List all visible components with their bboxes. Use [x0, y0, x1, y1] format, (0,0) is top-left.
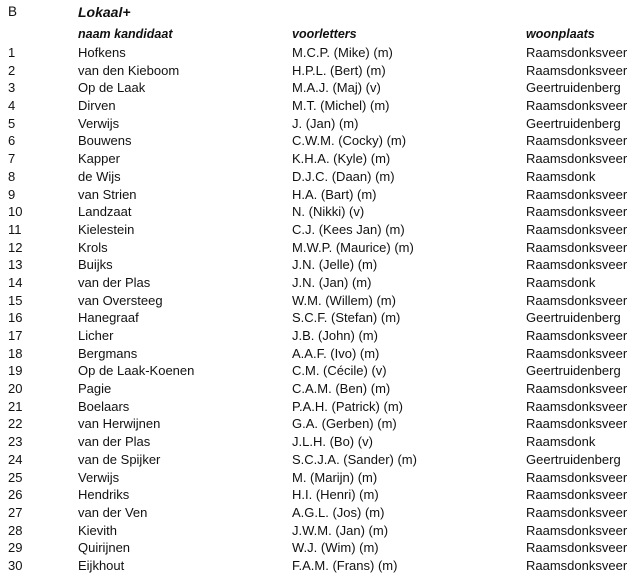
list-letter: B: [8, 4, 18, 19]
table-row: [0, 186, 644, 204]
table-row: [0, 203, 644, 221]
candidate-name: Verwijs: [78, 469, 120, 485]
candidate-initials: H.P.L. (Bert) (m): [292, 62, 386, 78]
candidate-number: 22: [8, 416, 23, 432]
table-row: [0, 309, 644, 327]
table-row: [0, 469, 644, 487]
candidate-initials: M.C.P. (Mike) (m): [292, 45, 393, 60]
candidate-number: 16: [8, 310, 23, 326]
column-header-residence: woonplaats: [526, 27, 595, 41]
candidate-residence: Raamsdonksveer: [526, 381, 628, 397]
candidate-residence: Raamsdonksveer: [526, 204, 628, 220]
table-row: [0, 274, 644, 292]
list-name: Lokaal+: [78, 4, 131, 20]
candidate-residence: Raamsdonksveer: [526, 98, 628, 114]
table-row: [0, 557, 644, 575]
table-row: [0, 327, 644, 345]
candidate-initials: P.A.H. (Patrick) (m): [292, 398, 403, 414]
table-row: [0, 433, 644, 451]
table-row: [0, 415, 644, 433]
candidate-number: 5: [8, 115, 16, 131]
candidate-number: 19: [8, 363, 23, 379]
candidate-name: Dirven: [78, 98, 116, 114]
candidate-residence: Raamsdonksveer: [526, 345, 628, 361]
candidate-name: van Herwijnen: [78, 416, 161, 432]
candidate-residence: Raamsdonksveer: [526, 151, 628, 167]
candidate-initials: H.A. (Bart) (m): [292, 186, 377, 202]
candidate-residence: Raamsdonksveer: [526, 221, 628, 237]
candidate-name: Bergmans: [78, 345, 138, 361]
candidate-residence: Raamsdonksveer: [526, 540, 628, 556]
candidate-initials: C.M. (Cécile) (v): [292, 363, 387, 379]
candidate-number: 4: [8, 98, 16, 114]
candidate-initials: W.J. (Wim) (m): [292, 540, 379, 556]
candidate-residence: Raamsdonksveer: [526, 522, 628, 538]
candidate-residence: Raamsdonk: [526, 168, 596, 184]
candidate-initials: D.J.C. (Daan) (m): [292, 168, 395, 184]
table-row: [0, 132, 644, 150]
table-row: [0, 539, 644, 557]
candidate-number: 7: [8, 151, 16, 167]
column-header-name: naam kandidaat: [78, 27, 173, 41]
candidate-name: van de Spijker: [78, 451, 161, 467]
table-row: [0, 522, 644, 540]
table-row: [0, 398, 644, 416]
candidate-residence: Geertruidenberg: [526, 363, 621, 379]
candidate-initials: M. (Marijn) (m): [292, 469, 378, 485]
candidate-name: Licher: [78, 328, 114, 343]
candidate-number: 27: [8, 504, 23, 520]
candidate-number: 26: [8, 487, 23, 503]
candidate-initials: A.G.L. (Jos) (m): [292, 504, 385, 520]
candidate-initials: J.N. (Jelle) (m): [292, 257, 378, 273]
candidate-residence: Raamsdonksveer: [526, 504, 628, 520]
table-row: [0, 44, 644, 62]
candidate-name: Op de Laak-Koenen: [78, 363, 195, 379]
table-row: [0, 362, 644, 380]
candidate-number: 2: [8, 62, 16, 78]
candidate-number: 3: [8, 80, 16, 96]
candidate-number: 21: [8, 398, 23, 414]
candidate-initials: K.H.A. (Kyle) (m): [292, 151, 391, 167]
candidate-residence: Raamsdonksveer: [526, 557, 628, 573]
candidate-number: 17: [8, 328, 23, 343]
candidate-name: van der Plas: [78, 434, 151, 450]
candidate-initials: C.J. (Kees Jan) (m): [292, 221, 405, 237]
candidate-residence: Raamsdonksveer: [526, 292, 628, 308]
candidate-name: Quirijnen: [78, 540, 131, 556]
candidate-residence: Raamsdonksveer: [526, 328, 628, 343]
candidate-name: van den Kieboom: [78, 62, 180, 78]
candidate-initials: J.W.M. (Jan) (m): [292, 522, 389, 538]
table-row: [0, 256, 644, 274]
candidate-initials: C.W.M. (Cocky) (m): [292, 133, 407, 149]
candidate-initials: M.W.P. (Maurice) (m): [292, 239, 414, 255]
candidate-residence: Raamsdonksveer: [526, 398, 628, 414]
candidate-initials: J.N. (Jan) (m): [292, 274, 372, 290]
candidate-number: 23: [8, 434, 23, 450]
candidate-residence: Geertruidenberg: [526, 115, 621, 131]
candidate-name: Boelaars: [78, 398, 130, 414]
candidate-number: 6: [8, 133, 16, 149]
candidate-name: Hendriks: [78, 487, 130, 503]
candidate-residence: Raamsdonk: [526, 434, 596, 450]
candidate-residence: Raamsdonksveer: [526, 257, 628, 273]
candidate-number: 30: [8, 557, 23, 573]
candidate-initials: M.A.J. (Maj) (v): [292, 80, 381, 96]
candidate-number: 9: [8, 186, 16, 202]
candidate-number: 18: [8, 345, 23, 361]
table-row: [0, 239, 644, 257]
candidate-name: Kielestein: [78, 221, 135, 237]
candidate-table: [0, 44, 644, 575]
table-row: [0, 168, 644, 186]
candidate-number: 24: [8, 451, 23, 467]
candidate-number: 11: [8, 221, 22, 237]
candidate-residence: Raamsdonksveer: [526, 416, 628, 432]
candidate-name: van Oversteeg: [78, 292, 163, 308]
candidate-initials: W.M. (Willem) (m): [292, 292, 396, 308]
candidate-name: van der Ven: [78, 504, 148, 520]
candidate-name: Krols: [78, 239, 108, 255]
column-header-initials: voorletters: [292, 27, 357, 41]
candidate-number: 13: [8, 257, 23, 273]
candidate-number: 10: [8, 204, 23, 220]
candidate-name: Kapper: [78, 151, 120, 167]
table-row: [0, 115, 644, 133]
candidate-residence: Geertruidenberg: [526, 80, 621, 96]
candidate-residence: Raamsdonksveer: [526, 45, 628, 60]
candidate-name: Landzaat: [78, 204, 132, 220]
candidate-initials: J.B. (John) (m): [292, 328, 378, 343]
table-row: [0, 150, 644, 168]
candidate-initials: N. (Nikki) (v): [292, 204, 365, 220]
candidate-number: 28: [8, 522, 23, 538]
candidate-name: Pagie: [78, 381, 112, 397]
candidate-name: Bouwens: [78, 133, 132, 149]
table-row: [0, 292, 644, 310]
candidate-number: 20: [8, 381, 23, 397]
table-row: [0, 486, 644, 504]
candidate-number: 25: [8, 469, 23, 485]
candidate-residence: Geertruidenberg: [526, 310, 621, 326]
table-row: [0, 97, 644, 115]
candidate-name: van Strien: [78, 186, 137, 202]
candidate-initials: S.C.J.A. (Sander) (m): [292, 451, 417, 467]
candidate-initials: J. (Jan) (m): [292, 115, 359, 131]
candidate-residence: Raamsdonksveer: [526, 62, 628, 78]
candidate-initials: F.A.M. (Frans) (m): [292, 557, 398, 573]
table-row: [0, 451, 644, 469]
candidate-name: Kievith: [78, 522, 118, 538]
candidate-number: 14: [8, 274, 23, 290]
candidate-number: 1: [8, 45, 16, 60]
candidate-residence: Geertruidenberg: [526, 451, 621, 467]
candidate-residence: Raamsdonksveer: [526, 487, 628, 503]
candidate-residence: Raamsdonksveer: [526, 239, 628, 255]
candidate-residence: Raamsdonksveer: [526, 133, 628, 149]
candidate-number: 15: [8, 292, 23, 308]
table-row: [0, 62, 644, 80]
candidate-number: 29: [8, 540, 23, 556]
candidate-name: Op de Laak: [78, 80, 146, 96]
candidate-name: Buijks: [78, 257, 113, 273]
candidate-name: Eijkhout: [78, 557, 125, 573]
candidate-name: Hanegraaf: [78, 310, 139, 326]
candidate-number: 12: [8, 239, 23, 255]
table-row: [0, 380, 644, 398]
table-row: [0, 504, 644, 522]
candidate-initials: A.A.F. (Ivo) (m): [292, 345, 380, 361]
candidate-initials: J.L.H. (Bo) (v): [292, 434, 373, 450]
candidate-initials: C.A.M. (Ben) (m): [292, 381, 391, 397]
candidate-name: de Wijs: [78, 168, 121, 184]
candidate-residence: Raamsdonksveer: [526, 469, 628, 485]
candidate-initials: M.T. (Michel) (m): [292, 98, 390, 114]
candidate-number: 8: [8, 168, 16, 184]
table-row: [0, 79, 644, 97]
candidate-initials: S.C.F. (Stefan) (m): [292, 310, 401, 326]
table-row: [0, 221, 644, 239]
table-row: [0, 345, 644, 363]
candidate-initials: H.I. (Henri) (m): [292, 487, 379, 503]
candidate-initials: G.A. (Gerben) (m): [292, 416, 397, 432]
candidate-name: Verwijs: [78, 115, 120, 131]
candidate-residence: Raamsdonksveer: [526, 186, 628, 202]
candidate-residence: Raamsdonk: [526, 274, 596, 290]
candidate-name: van der Plas: [78, 274, 151, 290]
candidate-name: Hofkens: [78, 45, 126, 60]
